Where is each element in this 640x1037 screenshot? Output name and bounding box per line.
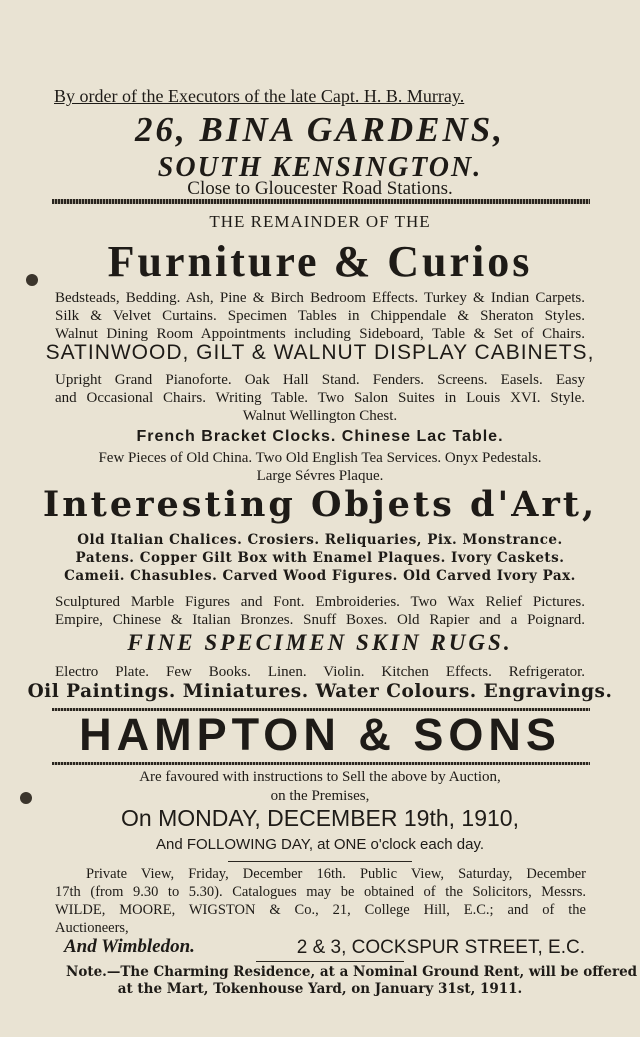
objets-heading: Interesting Objets d'Art, <box>42 484 598 525</box>
sculpture-line: Empire, Chinese & Italian Bronzes. Snuff Boxes. Old Rapier and a Poignard. <box>55 612 585 628</box>
misc-line: Electro Plate. Few Books. Linen. Violin. Kitchen Effects. Refrigerator. <box>55 664 585 680</box>
lot-line: Upright Grand Pianoforte. Oak Hall Stand. Fenders. Screens. Easels. Easy <box>55 372 585 388</box>
clocks-line: French Bracket Clocks. Chinese Lac Table. <box>136 428 504 445</box>
cabinets-heading: SATINWOOD, GILT & WALNUT DISPLAY CABINETS, <box>45 341 595 364</box>
venue-district: SOUTH KENSINGTON. <box>157 152 483 183</box>
rugs-heading: FINE SPECIMEN SKIN RUGS. <box>127 630 513 655</box>
divider-rule <box>228 861 412 862</box>
lot-line: Silk & Velvet Curtains. Specimen Tables in Chippendale & Sheraton Styles. <box>55 308 585 324</box>
following-day: And FOLLOWING DAY, at ONE o'clock each day. <box>156 836 484 853</box>
instructions-line: on the Premises, <box>270 788 370 804</box>
objets-line: Cameii. Chasubles. Carved Wood Figures. Old Carved Ivory Pax. <box>64 568 576 584</box>
divider-band <box>52 199 590 204</box>
sculpture-line: Sculptured Marble Figures and Font. Embroideries. Two Wax Relief Pictures. <box>55 594 585 610</box>
executors-line: By order of the Executors of the late Capt. H. B. Murray. <box>54 86 465 106</box>
china-line: Large Sévres Plaque. <box>256 468 384 484</box>
auctioneer-name: HAMPTON & SONS <box>79 709 561 760</box>
view-line: 17th (from 9.30 to 5.30). Catalogues may be obtained of the Solicitors, Messrs. <box>55 884 586 900</box>
note-line: Note.—The Charming Residence, at a Nominal Ground Rent, will be offered <box>66 964 638 980</box>
view-line: Private View, Friday, December 16th. Public View, Saturday, December <box>86 866 586 882</box>
venue-address: 26, BINA GARDENS, <box>135 110 505 149</box>
office-left: And Wimbledon. <box>64 936 195 957</box>
venue-stations: Close to Gloucester Road Stations. <box>187 178 453 199</box>
instructions-line: Are favoured with instructions to Sell the above by Auction, <box>139 769 501 785</box>
divider-rule <box>256 961 404 962</box>
note-line: at the Mart, Tokenhouse Yard, on January 31st, 1911. <box>117 981 523 997</box>
lot-line: and Occasional Chairs. Writing Table. Two Salon Suites in Louis XVI. Style. <box>55 390 585 406</box>
auction-date: On MONDAY, DECEMBER 19th, 1910, <box>121 805 519 831</box>
view-line: Auctioneers, <box>55 920 129 936</box>
divider-band <box>52 762 590 765</box>
headline-title: Furniture & Curios <box>107 237 533 286</box>
office-right: 2 & 3, COCKSPUR STREET, E.C. <box>296 937 585 958</box>
china-line: Few Pieces of Old China. Two Old English Tea Services. Onyx Pedestals. <box>98 450 542 466</box>
lot-line: Walnut Dining Room Appointments including Sideboard, Table & Set of Chairs. <box>55 326 585 342</box>
lot-line: Bedsteads, Bedding. Ash, Pine & Birch Bedroom Effects. Turkey & Indian Carpets. <box>55 290 585 306</box>
paintings-line: Oil Paintings. Miniatures. Water Colours. Engravings. <box>27 681 613 702</box>
view-line: WILDE, MOORE, WIGSTON & Co., 21, College Hill, E.C.; and of the <box>55 902 586 918</box>
objets-line: Old Italian Chalices. Crosiers. Reliquaries, Pix. Monstrance. <box>77 532 563 548</box>
headline-pre: THE REMAINDER OF THE <box>209 212 431 231</box>
lot-line: Walnut Wellington Chest. <box>242 408 398 424</box>
objets-line: Patens. Copper Gilt Box with Enamel Plaques. Ivory Caskets. <box>75 550 565 566</box>
